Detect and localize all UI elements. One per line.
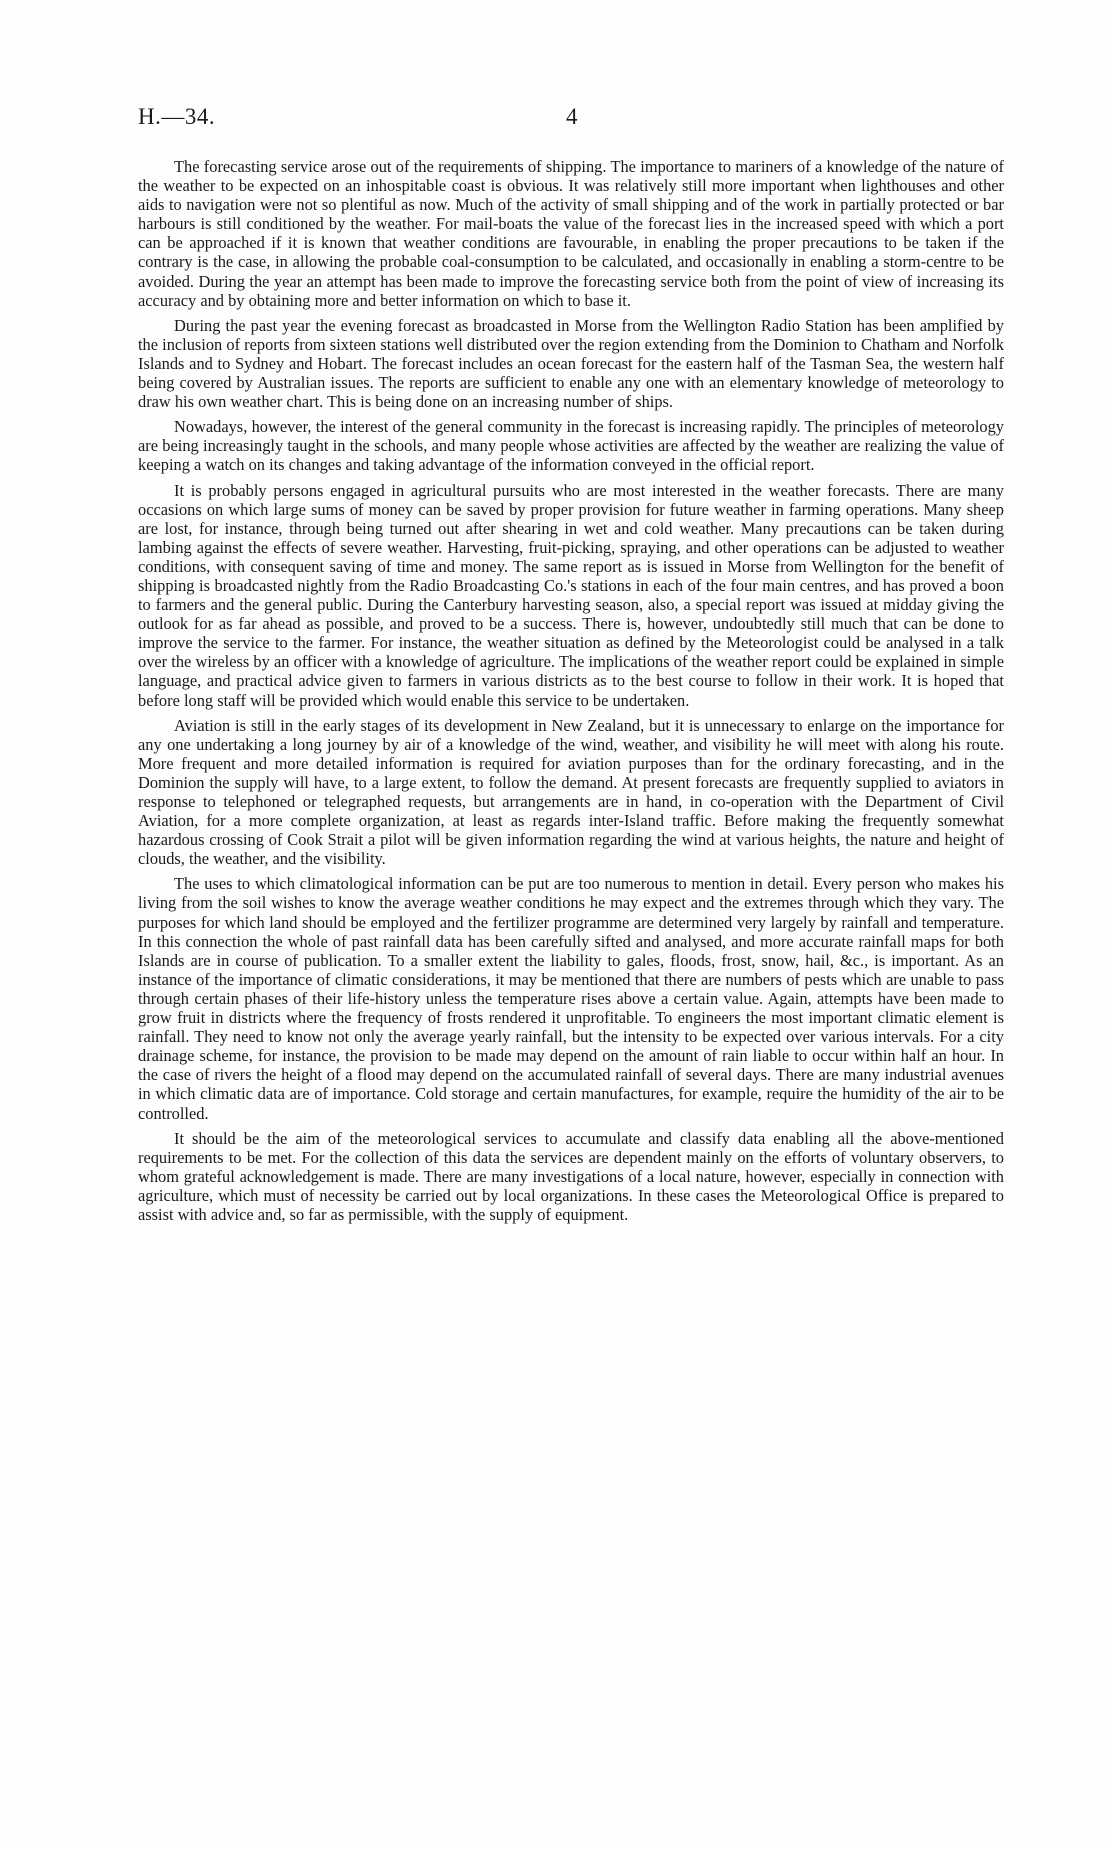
document-reference: H.—34. xyxy=(138,104,216,129)
paragraph-data-collection: It should be the aim of the meteorological services to accumulate and classify data enabling all the above-mentioned requirements to be met. For the collection of this data the services are dependent mainly on the efforts of voluntary observers, to whom grateful acknowledgement is made. There are many investigations of a local nature, however, especially in connection with agriculture, which must of necessity be carried out by local organizations. In these cases the Meteorological Office is prepared to assist with advice and, so far as permissible, with the supply of equipment. xyxy=(138,1128,1004,1224)
page-header xyxy=(138,104,578,134)
paragraph-aviation: Aviation is still in the early stages of its development in New Zealand, but it is unnecessary to enlarge on the importance for any one undertaking a long journey by air of a knowledge of the wind, weather, and visibility he will meet with along his route. More frequent and more detailed information is required for aviation purposes than for the ordinary forecasting, and in the Dominion the supply will have, to a large extent, to follow the demand. At present forecasts are frequently supplied to aviators in response to telephoned or telegraphed requests, but arrangements are in hand, in co-operation with the Department of Civil Aviation, for a more complete organization, at least as regards inter-Island traffic. Before making the frequently somewhat hazardous crossing of Cook Strait a pilot will be given information regarding the wind at various heights, the nature and height of clouds, the weather, and the visibility. xyxy=(138,715,1004,869)
paragraph-evening-forecast: During the past year the evening forecast as broadcasted in Morse from the Wellington Radio Station has been amplified by the inclusion of reports from sixteen stations well distributed over the region extending from the Dominion to Chatham and Norfolk Islands and to Sydney and Hobart. The forecast includes an ocean forecast for the eastern half of the Tasman Sea, the western half being covered by Australian issues. The reports are sufficient to enable any one with an elementary knowledge of meteorology to draw his own weather chart. This is being done on an increasing number of ships. xyxy=(138,315,1004,412)
paragraph-agriculture: It is probably persons engaged in agricultural pursuits who are most interested in the weather forecasts. There are many occasions on which large sums of money can be saved by proper provision for future weather in farming operations. Many sheep are lost, for instance, through being turned out after shearing in wet and cold weather. Many precautions can be taken during lambing against the effects of severe weather. Harvesting, fruit-picking, spraying, and other operations can be adjusted to weather conditions, with consequent saving of time and money. The same report as is issued in Morse from Wellington for the benefit of shipping is broadcasted nightly from the Radio Broadcasting Co.'s stations in each of the four main centres, and has proved a boon to farmers and the general public. During the Canterbury harvesting season, also, a special report was issued at midday giving the outlook for as far ahead as possible, and proved to be a success. There is, however, undoubtedly still much that can be done to improve the service to the farmer. For instance, the weather situation as defined by the Meteorologist could be analysed in a talk over the wireless by an officer with a knowledge of agriculture. The implications of the weather report could be explained in simple language, and practical advice given to farmers in various districts as to the best course to follow in their work. It is hoped that before long staff will be provided which would enable this service to be undertaken. xyxy=(138,480,1004,710)
paragraph-shipping-forecasts: The forecasting service arose out of the requirements of shipping. The importance to mariners of a knowledge of the nature of the weather to be expected on an inhospitable coast is obvious. It was relatively still more important when lighthouses and other aids to navigation were not so plentiful as now. Much of the activity of small shipping and of the work in partially protected or bar harbours is still conditioned by the weather. For mail-boats the value of the forecast lies in the increased speed with which a port can be approached if it is known that weather conditions are favourable, in enabling the proper precautions to be taken if the contrary is the case, in allowing the probable coal-consumption to be calculated, and occasionally in enabling a storm-centre to be avoided. During the year an attempt has been made to improve the forecasting service both from the point of view of increasing its accuracy and by obtaining more and better information on which to base it. xyxy=(138,157,1004,310)
paragraph-climatology: The uses to which climatological information can be put are too numerous to mention in detail. Every person who makes his living from the soil wishes to know the average weather conditions he may expect and the extremes through which they vary. The purposes for which land should be employed and the fertilizer programme are determined very largely by rainfall and temperature. In this connection the whole of past rainfall data has been carefully sifted and analysed, and more accurate rainfall maps for both Islands are in course of publication. To a smaller extent the liability to gales, floods, frost, snow, hail, &c., is important. As an instance of the importance of climatic considerations, it may be mentioned that there are numbers of pests which are unable to pass through certain phases of their life-history unless the temperature rises above a certain value. Again, attempts have been made to grow fruit in districts where the frequency of frosts rendered it unprofitable. To engineers the most important climatic element is rainfall. They need to know not only the average yearly rainfall, but the intensity to be expected over various intervals. For a city drainage scheme, for instance, the provision to be made may depend on the amount of rain liable to occur within half an hour. In the case of rivers the height of a flood may depend on the accumulated rainfall of several days. There are many industrial avenues in which climatic data are of importance. Cold storage and certain manufactures, for example, require the humidity of the air to be controlled. xyxy=(138,874,1004,1123)
paragraph-general-community: Nowadays, however, the interest of the general community in the forecast is increasing rapidly. The principles of meteorology are being increasingly taught in the schools, and many people whose activities are affected by the weather are realizing the value of keeping a watch on its changes and taking advantage of the information conveyed in the official report. xyxy=(138,417,1004,475)
page-number: 4 xyxy=(566,104,578,129)
body-text xyxy=(138,157,1004,1224)
